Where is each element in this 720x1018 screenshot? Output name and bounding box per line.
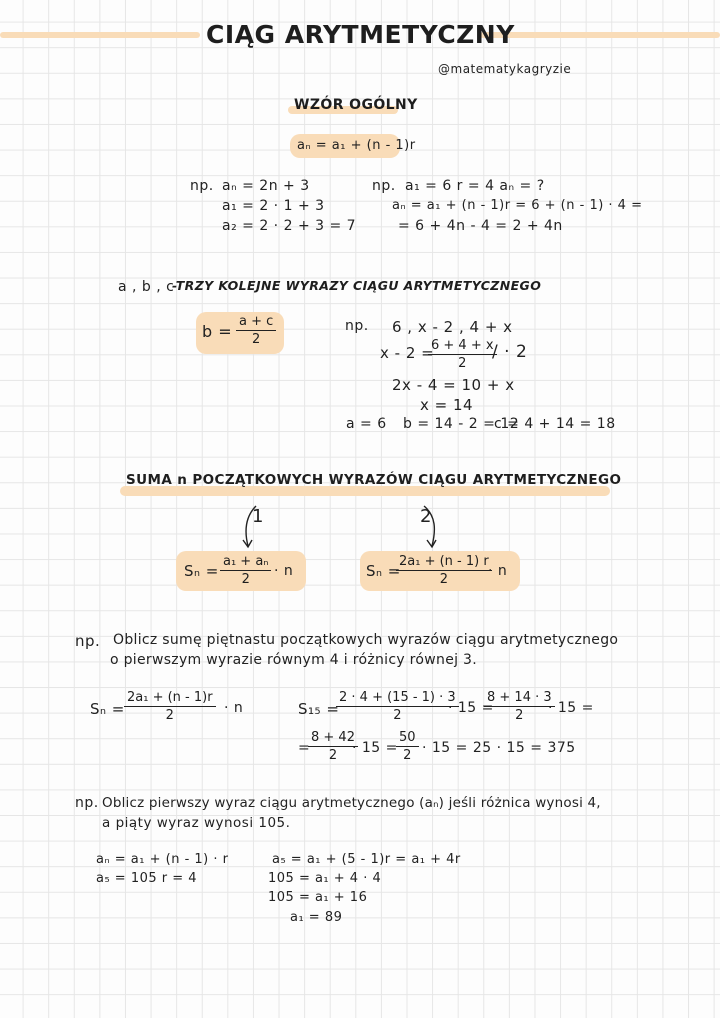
three-terms-np: np.	[345, 318, 369, 334]
example2-line2-fraction-1	[308, 730, 358, 764]
example2-sn-fraction	[124, 690, 216, 724]
example3-right4: a₁ = 89	[290, 910, 343, 925]
sum-formula-2-fraction	[396, 554, 492, 588]
three-terms-line2-fraction	[428, 338, 497, 372]
example1-right-line: aₙ = a₁ + (n - 1)r = 6 + (n - 1) · 4 =	[392, 198, 643, 213]
three-terms-line2-op: / · 2	[492, 342, 528, 362]
sum-formula-1-lhs: Sₙ =	[184, 562, 219, 580]
example2-s15-lhs: S₁₅ =	[298, 700, 340, 718]
example3-right2: 105 = a₁ + 4 · 4	[268, 871, 382, 886]
example2-s15-end: · 15 =	[548, 700, 594, 716]
fraction-denominator: 2	[393, 708, 402, 723]
arrow-2-label: 2	[420, 506, 432, 527]
middle-term-lhs: b =	[202, 322, 233, 341]
fraction-numerator: 8 + 42	[308, 730, 358, 747]
example1-left-line: a₂ = 2 · 2 + 3 = 7	[222, 218, 357, 234]
fraction-denominator: 2	[328, 748, 338, 763]
example2-line2-eq: =	[298, 740, 311, 756]
example3-np: np.	[75, 795, 99, 811]
three-terms-line5c: c = 4 + 14 = 18	[494, 416, 616, 432]
example2-sn-rhs: · n	[224, 700, 244, 716]
example2-line1: Oblicz sumę piętnastu początkowych wyrazów ciągu arytmetycznego	[113, 632, 619, 648]
example2-line2-fraction-2	[396, 730, 419, 764]
sum-formula-1-fraction	[220, 554, 271, 588]
fraction-denominator: 2	[252, 332, 261, 347]
fraction-numerator: 2 · 4 + (15 - 1) · 3	[336, 690, 459, 707]
example1-right-line: = 6 + 4n - 4 = 2 + 4n	[398, 218, 563, 234]
fraction-numerator: 2a₁ + (n - 1)r	[124, 690, 216, 707]
example1-left-line: aₙ = 2n + 3	[222, 178, 310, 194]
three-terms-line4: x = 14	[420, 396, 474, 414]
example2-line2: o pierwszym wyrazie równym 4 i różnicy równej 3.	[110, 652, 478, 668]
fraction-numerator: a + c	[236, 314, 276, 331]
sum-formula-1-rhs: · n	[274, 563, 294, 579]
author-handle: @matematykagryzie	[438, 62, 572, 76]
example1-np-left: np.	[190, 178, 214, 194]
three-terms-line3: 2x - 4 = 10 + x	[392, 376, 515, 394]
three-terms-line1: 6 , x - 2 , 4 + x	[392, 318, 513, 336]
arrow-1-label: 1	[252, 506, 264, 527]
example2-s15-fraction-2	[484, 690, 555, 724]
fraction-denominator: 2	[515, 708, 524, 723]
general-formula: aₙ = a₁ + (n - 1)r	[297, 138, 416, 153]
three-terms-text: -TRZY KOLEJNE WYRAZY CIĄGU ARYTMETYCZNEGO	[172, 278, 542, 293]
fraction-numerator: 8 + 14 · 3	[484, 690, 555, 707]
example2-sn-lhs: Sₙ =	[90, 700, 125, 718]
example2-s15-mid: · 15 =	[448, 700, 494, 716]
example2-line2-mid: · 15 =	[352, 740, 398, 756]
page-title: CIĄG ARYTMETYCZNY	[206, 20, 515, 49]
title-highlight-right	[480, 32, 720, 38]
three-terms-line5b: b = 14 - 2 = 12	[403, 416, 520, 432]
example2-np: np.	[75, 632, 101, 650]
fraction-denominator: 2	[165, 708, 174, 723]
example3-right3: 105 = a₁ + 16	[268, 890, 368, 905]
fraction-numerator: 6 + 4 + x	[428, 338, 497, 355]
title-highlight-left	[0, 32, 200, 38]
fraction-denominator: 2	[241, 572, 250, 587]
example2-line2-end: · 15 = 25 · 15 = 375	[422, 740, 576, 756]
three-terms-line5a: a = 6	[346, 416, 387, 432]
example3-line1: Oblicz pierwszy wyraz ciągu arytmetycznego (aₙ) jeśli różnica wynosi 4,	[102, 795, 601, 811]
three-terms-label: a , b , c	[118, 279, 175, 295]
general-formula-heading: WZÓR OGÓLNY	[294, 97, 418, 113]
example1-left-line: a₁ = 2 · 1 + 3	[222, 198, 325, 214]
fraction-numerator: a₁ + aₙ	[220, 554, 271, 571]
middle-term-fraction	[236, 314, 276, 348]
sum-formula-2-rhs: · n	[488, 563, 508, 579]
fraction-denominator: 2	[403, 748, 412, 763]
example1-right-line: a₁ = 6 r = 4 aₙ = ?	[405, 178, 545, 194]
example3-right1: a₅ = a₁ + (5 - 1)r = a₁ + 4r	[272, 852, 461, 867]
sum-formula-2-lhs: Sₙ =	[366, 562, 401, 580]
fraction-denominator: 2	[458, 356, 467, 371]
fraction-numerator: 2a₁ + (n - 1) r	[396, 554, 492, 571]
three-terms-line2-lhs: x - 2 =	[380, 344, 435, 362]
example2-s15-fraction-1	[336, 690, 459, 724]
fraction-numerator: 50	[396, 730, 419, 747]
example3-left1: aₙ = a₁ + (n - 1) · r	[96, 852, 229, 867]
example1-np-right: np.	[372, 178, 396, 194]
example3-line2: a piąty wyraz wynosi 105.	[102, 815, 291, 831]
fraction-denominator: 2	[439, 572, 448, 587]
sum-heading: SUMA n POCZĄTKOWYCH WYRAZÓW CIĄGU ARYTMETYCZNEGO	[126, 472, 622, 488]
example3-left2: a₅ = 105 r = 4	[96, 871, 198, 886]
